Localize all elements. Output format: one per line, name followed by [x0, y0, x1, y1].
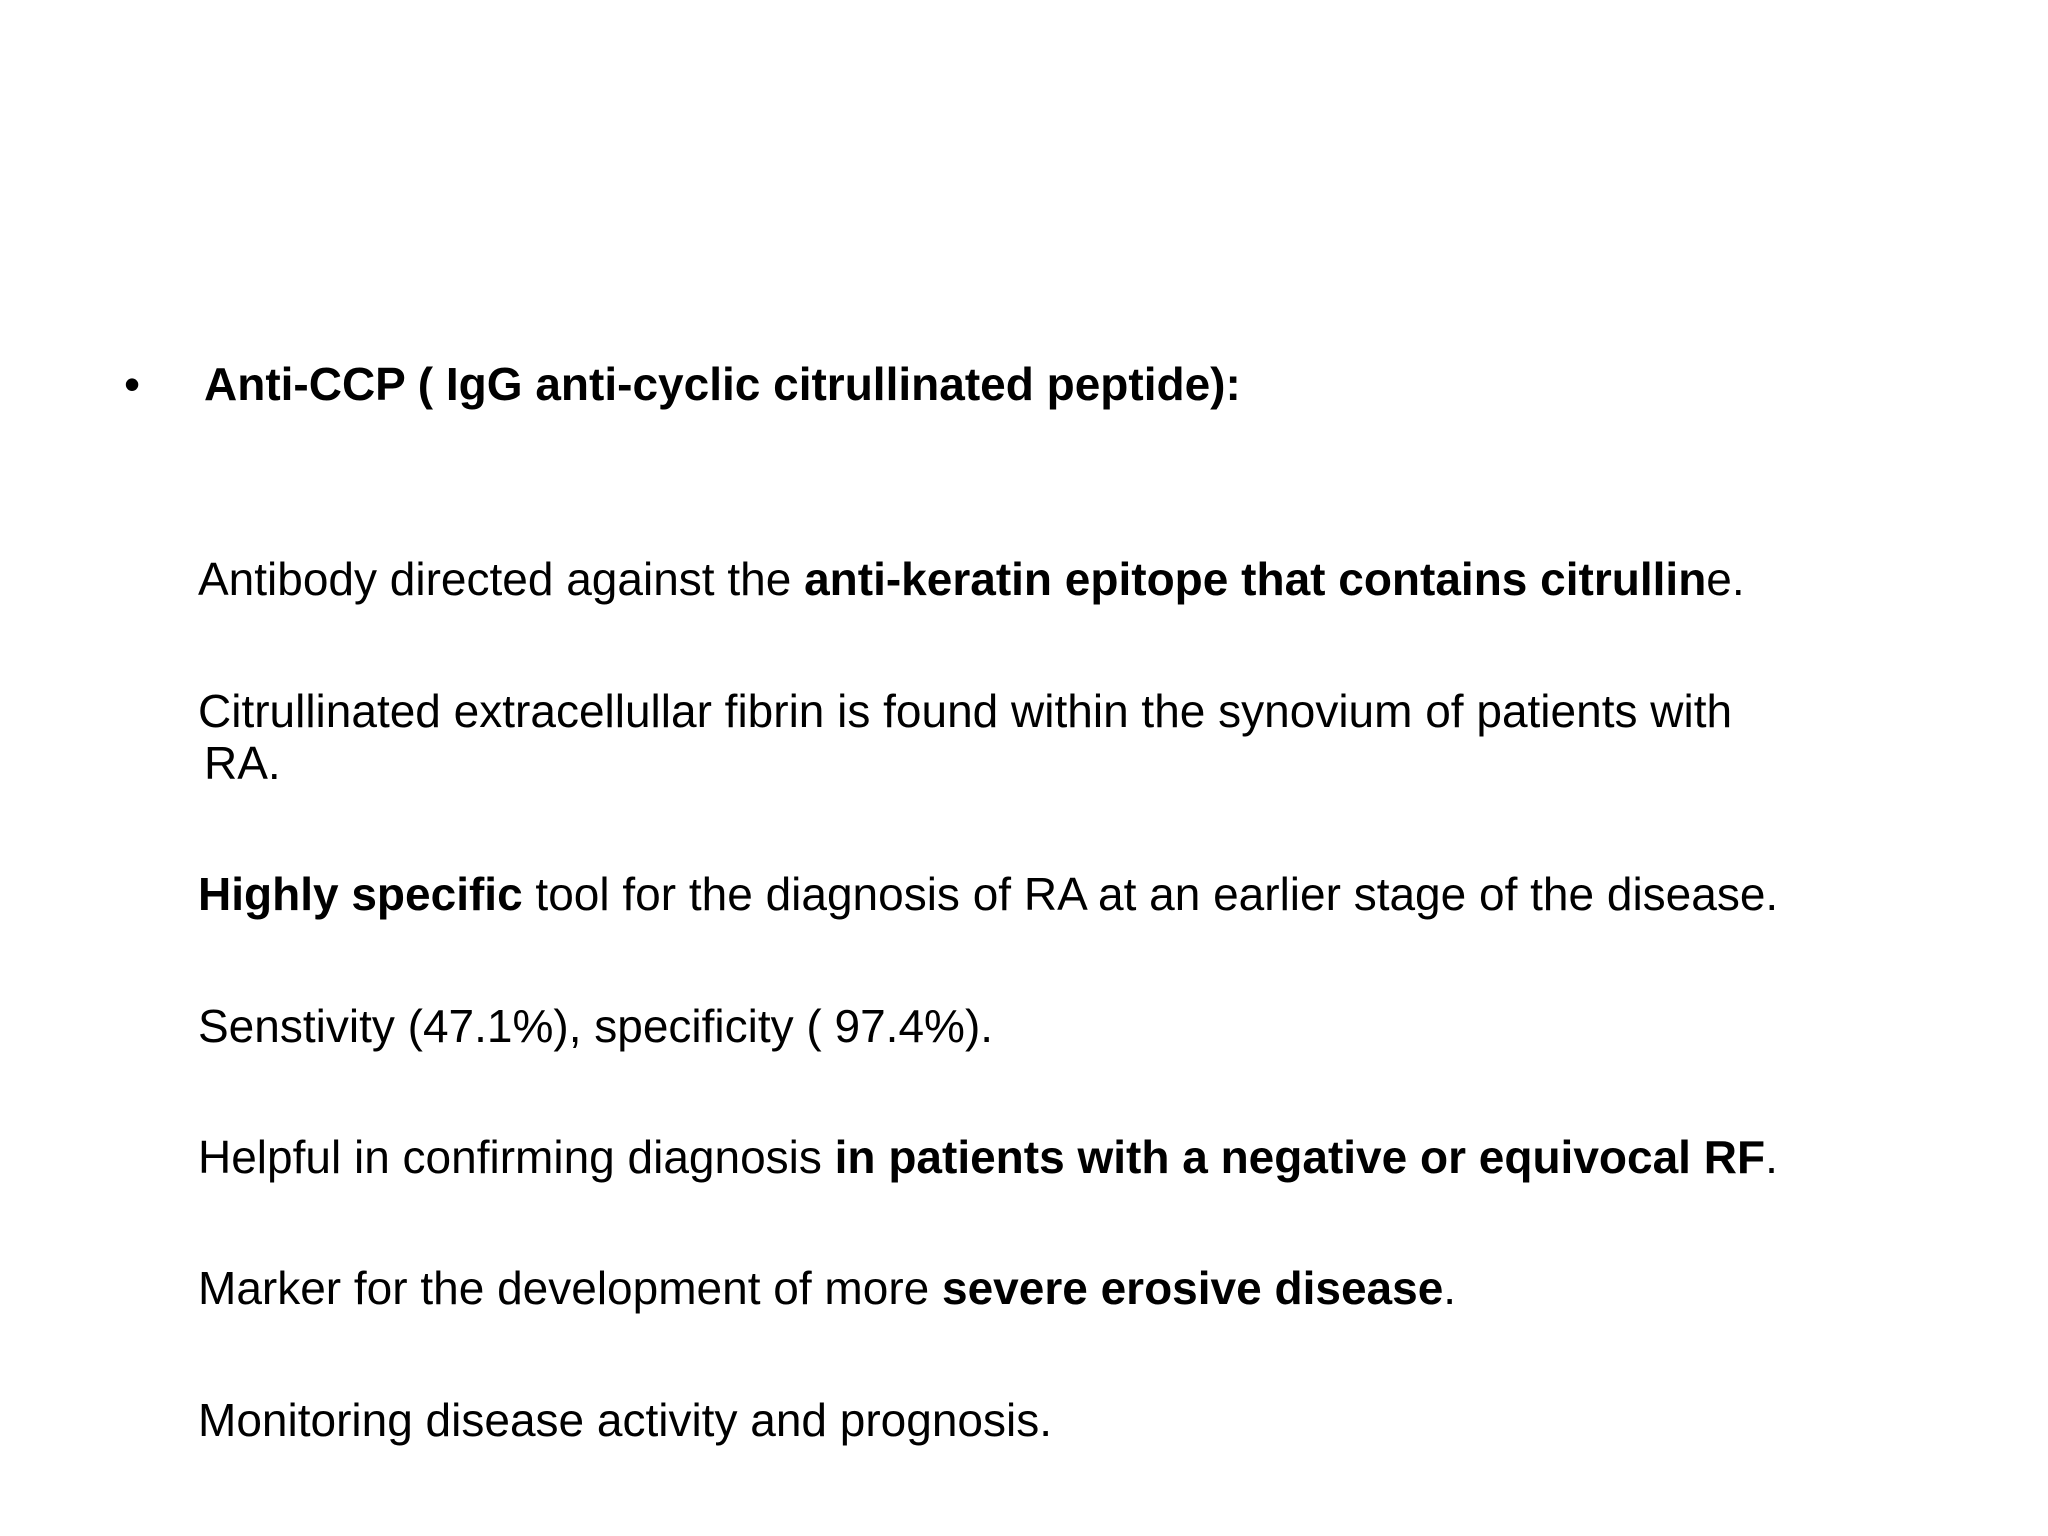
- bullet-heading-row: [124, 356, 1241, 412]
- paragraph-sensitivity-specificity: [198, 1000, 993, 1052]
- paragraph-citrullinated-fibrin-continued: [204, 737, 281, 789]
- text-plain: Marker for the development of more: [198, 1262, 942, 1314]
- text-plain: Helpful in confirming diagnosis: [198, 1131, 835, 1183]
- paragraph-confirming-diagnosis: [198, 1131, 1778, 1183]
- text-bold: anti-keratin epitope that contains citrullin: [804, 553, 1707, 605]
- paragraph-highly-specific: [198, 868, 1778, 920]
- text-plain: Citrullinated extracellullar fibrin is found within the synovium of patients with: [198, 685, 1733, 737]
- paragraph-antibody-target: [198, 553, 1745, 605]
- text-plain: Senstivity (47.1%), specificity ( 97.4%).: [198, 1000, 994, 1052]
- paragraph-monitoring: [198, 1394, 1052, 1446]
- text-plain: Monitoring disease activity and prognosis.: [198, 1394, 1053, 1446]
- paragraph-citrullinated-fibrin: [198, 685, 1732, 737]
- text-plain: .: [1443, 1262, 1457, 1314]
- text-bold: in patients with a negative or equivocal RF: [834, 1131, 1766, 1183]
- text-plain: e.: [1706, 553, 1745, 605]
- text-plain: .: [1765, 1131, 1778, 1183]
- text-plain: Antibody directed against the: [198, 553, 805, 605]
- text-bold: Highly specific: [198, 868, 523, 920]
- text-plain: tool for the diagnosis of RA at an earlier stage of the disease.: [522, 868, 1779, 920]
- paragraph-erosive-marker: [198, 1262, 1456, 1314]
- text-plain: RA.: [204, 737, 281, 789]
- section-heading: Anti-CCP ( IgG anti-cyclic citrullinated peptide):: [204, 358, 1241, 410]
- text-bold: severe erosive disease: [942, 1262, 1444, 1314]
- bullet-icon: •: [124, 358, 141, 410]
